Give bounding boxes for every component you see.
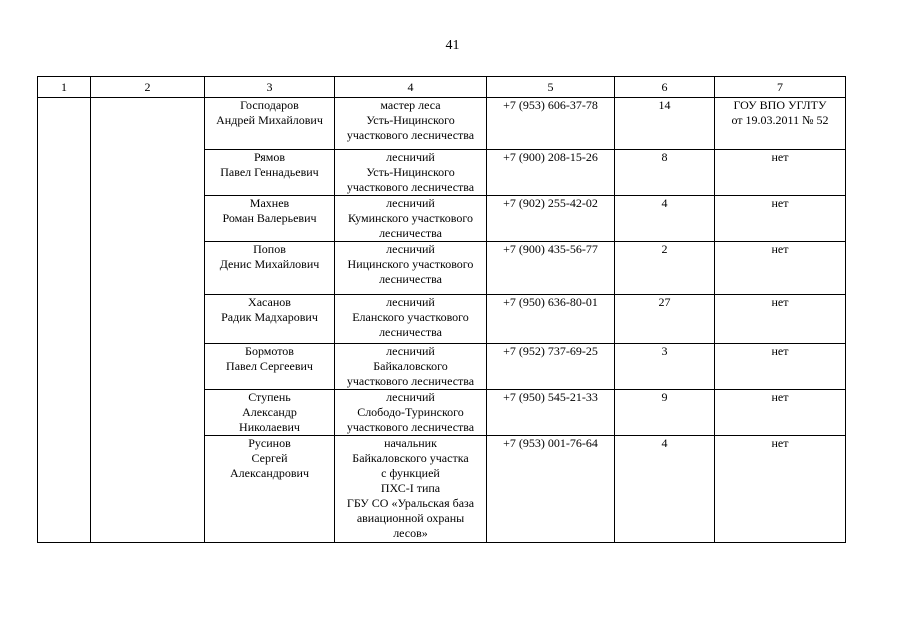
employee-phone: +7 (953) 001-76-64 [487, 436, 615, 543]
employee-phone: +7 (900) 208-15-26 [487, 150, 615, 196]
employee-name: Хасанов Радик Мадхарович [205, 295, 335, 344]
employee-experience: 2 [615, 242, 715, 295]
column-header: 6 [615, 77, 715, 98]
column-number-row [38, 77, 846, 98]
column-header: 5 [487, 77, 615, 98]
employee-education: нет [715, 242, 846, 295]
column-1-cell [38, 98, 91, 543]
column-header: 3 [205, 77, 335, 98]
employee-phone: +7 (902) 255-42-02 [487, 196, 615, 242]
employee-position: начальник Байкаловского участка с функцией ПХС-I типа ГБУ СО «Уральская база авиационной охраны лесов» [335, 436, 487, 543]
employee-phone: +7 (900) 435-56-77 [487, 242, 615, 295]
employee-education: нет [715, 344, 846, 390]
employee-position: лесничий Усть-Ницинского участкового лесничества [335, 150, 487, 196]
column-header: 1 [38, 77, 91, 98]
employee-education: нет [715, 295, 846, 344]
employee-education: нет [715, 150, 846, 196]
column-header: 4 [335, 77, 487, 98]
employee-experience: 4 [615, 196, 715, 242]
employee-name: Русинов Сергей Александрович [205, 436, 335, 543]
employee-position: лесничий Слободо-Туринского участкового лесничества [335, 390, 487, 436]
employee-name: Бормотов Павел Сергеевич [205, 344, 335, 390]
column-header: 2 [91, 77, 205, 98]
employee-position: лесничий Еланского участкового лесничества [335, 295, 487, 344]
employee-phone: +7 (952) 737-69-25 [487, 344, 615, 390]
employee-experience: 9 [615, 390, 715, 436]
employee-position: лесничий Байкаловского участкового лесничества [335, 344, 487, 390]
employee-name: Попов Денис Михайлович [205, 242, 335, 295]
employee-education: нет [715, 196, 846, 242]
employee-experience: 3 [615, 344, 715, 390]
page-number: 41 [445, 38, 460, 53]
employee-name: Ступень Александр Николаевич [205, 390, 335, 436]
employee-position: мастер леса Усть-Ницинского участкового лесничества [335, 98, 487, 150]
employee-phone: +7 (950) 545-21-33 [487, 390, 615, 436]
employee-experience: 27 [615, 295, 715, 344]
column-header: 7 [715, 77, 846, 98]
employee-name: Рямов Павел Геннадьевич [205, 150, 335, 196]
employee-education: нет [715, 390, 846, 436]
staff-table [37, 76, 846, 543]
column-2-cell [91, 98, 205, 543]
employee-experience: 14 [615, 98, 715, 150]
employee-experience: 4 [615, 436, 715, 543]
employee-education: нет [715, 436, 846, 543]
employee-phone: +7 (950) 636-80-01 [487, 295, 615, 344]
employee-name: Господаров Андрей Михайлович [205, 98, 335, 150]
employee-phone: +7 (953) 606-37-78 [487, 98, 615, 150]
employee-position: лесничий Куминского участкового лесничества [335, 196, 487, 242]
employee-name: Махнев Роман Валерьевич [205, 196, 335, 242]
table-row [38, 98, 846, 150]
employee-experience: 8 [615, 150, 715, 196]
employee-position: лесничий Ницинского участкового лесничества [335, 242, 487, 295]
employee-education: ГОУ ВПО УГЛТУ от 19.03.2011 № 52 [715, 98, 846, 150]
